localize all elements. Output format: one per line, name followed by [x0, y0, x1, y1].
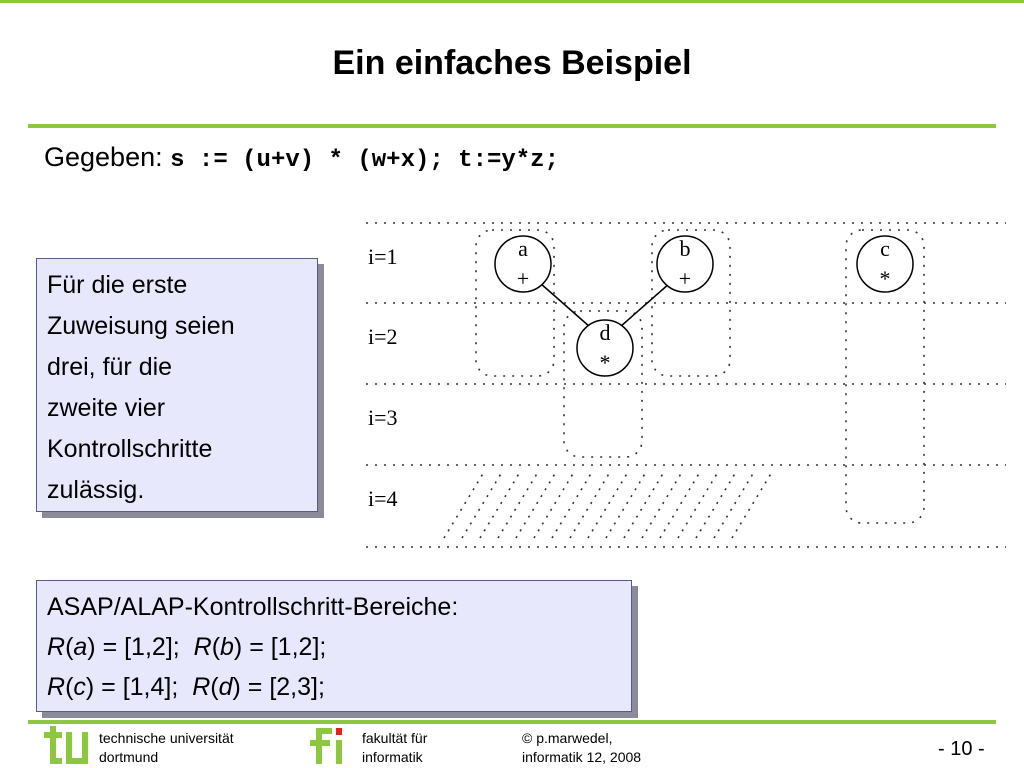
hatch-mark — [624, 472, 664, 538]
ranges-box — [36, 580, 632, 712]
footer-faculty — [362, 729, 427, 767]
ranges-heading: ASAP/ALAP-Kontrollschritt-Bereiche: — [47, 593, 459, 621]
ranges-row-1: R(a) = [1,2]; R(b) = [1,2]; — [47, 633, 327, 661]
range-symbol: R — [193, 633, 212, 661]
hatch-mark — [480, 472, 520, 538]
footer-rule — [28, 720, 996, 724]
hatch-mark — [660, 472, 700, 538]
info-line: Kontrollschritte — [47, 435, 213, 463]
hatch-mark — [552, 472, 592, 538]
range-arg: c — [73, 673, 86, 701]
footer-university — [99, 729, 234, 767]
info-line: Für die erste — [47, 271, 188, 299]
row-label-3: i=3 — [368, 405, 398, 430]
hatch-mark — [606, 472, 646, 538]
node-a-op: + — [516, 266, 530, 291]
hatch-mark — [642, 472, 682, 538]
hatch-mark — [498, 472, 538, 538]
row-label-2: i=2 — [368, 324, 398, 349]
ranges-row-2: R(c) = [1,4]; R(d) = [2,3]; — [47, 673, 325, 701]
hatch-mark — [570, 472, 610, 538]
footer-copy-line: © p.marwedel, — [522, 730, 613, 746]
edge-b-d — [620, 283, 670, 327]
tu-logo-icon — [44, 726, 94, 766]
footer-uni-line: dortmund — [99, 749, 159, 765]
slide-title: Ein einfaches Beispiel — [332, 44, 692, 82]
hatch-mark — [462, 472, 502, 538]
hatch-mark — [678, 472, 718, 538]
hatch-mark — [588, 472, 628, 538]
given-label: Gegeben: — [44, 142, 163, 172]
footer-copyright — [522, 729, 641, 767]
hatch-mark — [444, 472, 484, 538]
footer-fak-line: informatik — [362, 749, 423, 765]
row-label-4: i=4 — [368, 486, 398, 511]
node-a-label: a — [518, 236, 528, 261]
given-line — [44, 142, 559, 174]
page-number: - 10 - — [938, 738, 985, 760]
info-line: drei, für die — [47, 353, 173, 381]
range-arg: d — [218, 673, 233, 701]
hatch-mark — [714, 472, 754, 538]
range-value: ) = [1,4]; — [85, 673, 179, 701]
node-b-label: b — [679, 236, 691, 261]
scheduling-diagram — [360, 210, 1010, 555]
range-symbol: R — [192, 673, 211, 701]
range-symbol: R — [47, 673, 66, 701]
footer-uni-line: technische universität — [99, 730, 234, 746]
range-arg: b — [220, 633, 234, 661]
edge-a-d — [540, 283, 590, 327]
range-value: ) = [1,2]; — [233, 633, 327, 661]
range-arg: a — [73, 633, 88, 661]
hatch-mark — [696, 472, 736, 538]
node-c-label: c — [880, 236, 890, 261]
node-d-op: * — [599, 350, 611, 375]
hatch-mark — [516, 472, 556, 538]
range-symbol: R — [47, 633, 66, 661]
node-b-op: + — [678, 266, 692, 291]
range-value: ) = [1,2]; — [87, 633, 180, 661]
footer-copy-line: informatik 12, 2008 — [522, 749, 642, 765]
info-box-text — [47, 265, 235, 511]
info-line: Zuweisung seien — [47, 312, 235, 340]
footer-fak-line: fakultät für — [362, 730, 428, 746]
node-c-op: * — [879, 266, 891, 291]
hatch-mark — [534, 472, 574, 538]
node-d-label: d — [599, 320, 611, 345]
hatch-mark — [732, 472, 772, 538]
info-line: zulässig. — [47, 476, 145, 504]
top-accent-rule — [0, 0, 1024, 3]
fi-logo-icon — [310, 726, 354, 766]
row-label-1: i=1 — [368, 244, 398, 269]
info-line: zweite vier — [47, 394, 166, 422]
given-code: s := (u+v) * (w+x); t:=y*z; — [170, 147, 559, 174]
info-box — [36, 258, 318, 512]
range-value: ) = [2,3]; — [232, 673, 325, 701]
title-rule — [28, 124, 996, 128]
